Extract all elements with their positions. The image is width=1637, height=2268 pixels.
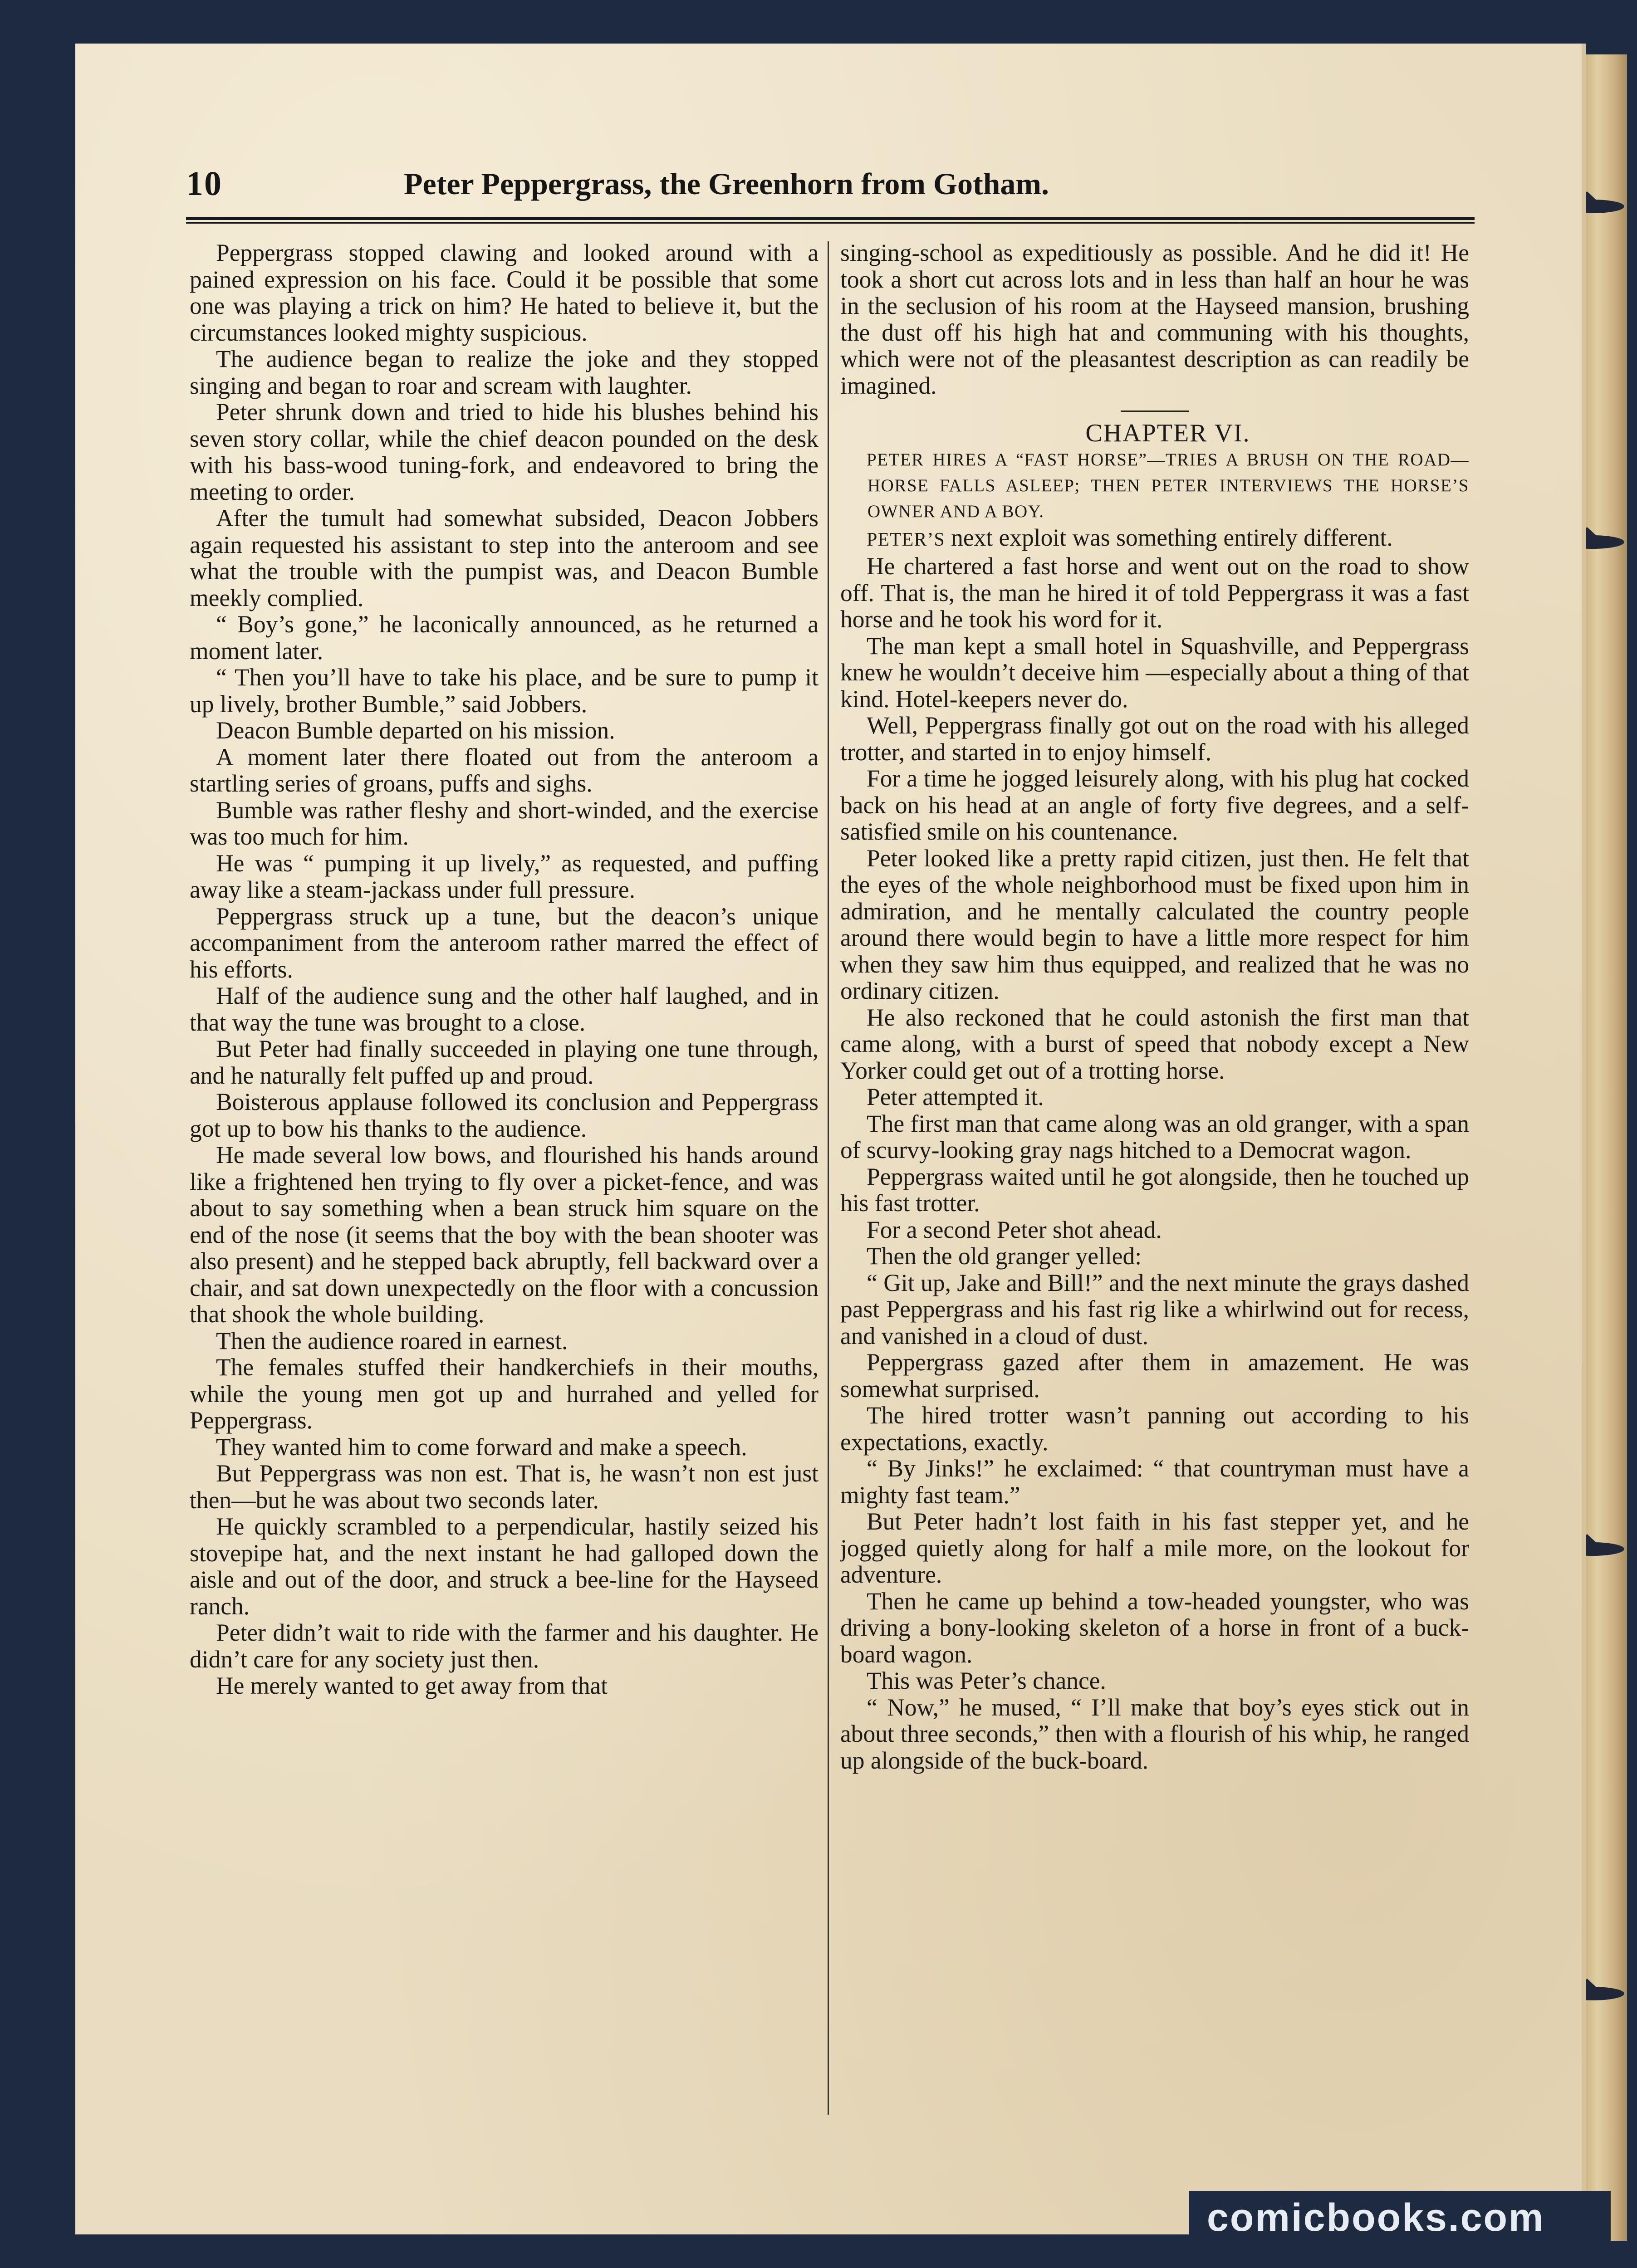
paragraph: singing-school as expeditiously as possible. And he did it! He took a short cut across lots and in less than half an hour he was in the seclusion of his room at the Hayseed mansion, brushing the dust off his high hat and communing with his thoughts, which were not of the pleasantest description as can readily be imagined. <box>840 240 1469 399</box>
header-rule <box>186 217 1475 224</box>
chapter-summary-first: PETER HIRES A “FAST HORSE”—TRIES A <box>867 450 1239 469</box>
paragraph: But Peter had finally succeeded in playing one tune through, and he naturally felt puffed up and proud. <box>190 1035 818 1089</box>
opening-paragraph <box>840 524 1469 553</box>
chapter-summary <box>840 447 1469 524</box>
right-column <box>840 240 1469 2131</box>
paragraph: “ Then you’ll have to take his place, and be sure to pump it up lively, brother Bumble,” said Jobbers. <box>190 664 818 718</box>
paragraph: But Peter hadn’t lost faith in his fast stepper yet, and he jogged quietly along for half a mile more, on the lookout for adventure. <box>840 1508 1469 1588</box>
paragraph: But Peppergrass was non est. That is, he wasn’t non est just then—but he was about two seconds later. <box>190 1460 818 1514</box>
paragraph: “ Git up, Jake and Bill!” and the next minute the grays dashed past Peppergrass and his fast rig like a whirlwind out for recess, and vanished in a cloud of dust. <box>840 1269 1469 1349</box>
left-column <box>190 240 818 2131</box>
paragraph: He was “ pumping it up lively,” as requested, and puffing away like a steam-jackass under full pressure. <box>190 849 818 903</box>
book-spine <box>1582 54 1627 2241</box>
paragraph: Boisterous applause followed its conclusion and Peppergrass got up to bow his thanks to the audience. <box>190 1088 818 1142</box>
paragraph: He chartered a fast horse and went out on the road to show off. That is, the man he hired it of told Peppergrass it was a fast horse and he took his word for it. <box>840 552 1469 633</box>
opening-rest: next exploit was something entirely different. <box>945 523 1393 551</box>
paragraph: Peppergrass stopped clawing and looked around with a pained expression on his face. Could it be possible that some one was playing a trick on him? He hated to believe it, but the circumstances looked mighty suspicious. <box>190 240 818 346</box>
page-number: 10 <box>186 165 222 203</box>
paragraph: The audience began to realize the joke and they stopped singing and began to roar and scream with laughter. <box>190 345 818 399</box>
paragraph: The first man that came along was an old granger, with a span of scurvy-looking gray nags hitched to a Democrat wagon. <box>840 1110 1469 1163</box>
opening-smallcap: PETER’S <box>867 529 945 550</box>
paragraph: He made several low bows, and flourished his hands around like a frightened hen trying to fly over a picket-fence, and was about to say something when a bean struck him square on the end of the nose (it seems that the boy with the bean shooter was also present) and he stepped back abruptly, fell backward over a chair, and sat down unexpectedly on the floor with a concussion that shook the whole building. <box>190 1141 818 1328</box>
paragraph: For a time he jogged leisurely along, with his plug hat cocked back on his head at an angle of forty five degrees, and a self-satisfied smile on his countenance. <box>840 765 1469 845</box>
chapter-title: CHAPTER VI. <box>1085 419 1250 447</box>
paragraph: Peter shrunk down and tried to hide his blushes behind his seven story collar, while the chief deacon pounded on the desk with his bass-wood tuning-fork, and endeavored to bring the meeting to order. <box>190 398 818 505</box>
chapter-rule <box>1121 411 1189 412</box>
paragraph: They wanted him to come forward and make a speech. <box>216 1433 747 1461</box>
paragraph: He also reckoned that he could astonish the first man that came along, with a burst of speed that nobody except a New Yorker could get out of a trotting horse. <box>840 1003 1469 1084</box>
running-title: Peter Peppergrass, the Greenhorn from Gotham. <box>404 166 1049 201</box>
paragraph: The females stuffed their handkerchiefs in their mouths, while the young men got up and hurrahed and yelled for Peppergrass. <box>190 1354 818 1434</box>
page-header <box>186 164 1266 214</box>
paragraph: He merely wanted to get away from that <box>216 1672 608 1699</box>
paragraph: “ Boy’s gone,” he laconically announced, as he returned a moment later. <box>190 611 818 665</box>
paragraph: Half of the audience sung and the other half laughed, and in that way the tune was brought to a close. <box>190 982 818 1036</box>
paragraph: Peppergrass waited until he got alongside, then he touched up his fast trotter. <box>840 1163 1469 1217</box>
paragraph: Peter didn’t wait to ride with the farmer and his daughter. He didn’t care for any society just then. <box>190 1619 818 1673</box>
paragraph: Bumble was rather fleshy and short-winded, and the exercise was too much for him. <box>190 796 818 850</box>
paragraph: The hired trotter wasn’t panning out according to his expectations, exactly. <box>840 1402 1469 1456</box>
paragraph: A moment later there floated out from the anteroom a startling series of groans, puffs and sighs. <box>190 743 818 797</box>
paragraph: Well, Peppergrass finally got out on the road with his alleged trotter, and started in to enjoy himself. <box>840 712 1469 766</box>
paragraph: The man kept a small hotel in Squashville, and Peppergrass knew he wouldn’t deceive him —especially about a thing of that kind. Hotel-keepers never do. <box>840 632 1469 713</box>
paragraph: Then the audience roared in earnest. <box>216 1327 568 1354</box>
chapter-summary-rest: BRUSH ON THE ROAD—HORSE FALLS ASLEEP; THEN PETER INTERVIEWS THE HORSE’S OWNER AND A BOY. <box>868 450 1469 521</box>
paragraph: This was Peter’s chance. <box>867 1667 1106 1694</box>
paragraph: “ Now,” he mused, “ I’ll make that boy’s eyes stick out in about three seconds,” then with a flourish of his whip, he ranged up alongside of the buck-board. <box>840 1693 1469 1774</box>
watermark: comicbooks.com <box>1207 2196 1545 2239</box>
paragraph: Peter attempted it. <box>867 1083 1044 1110</box>
paragraph: Peppergrass gazed after them in amazement. He was somewhat surprised. <box>840 1349 1469 1403</box>
paragraph: For a second Peter shot ahead. <box>867 1216 1162 1243</box>
paragraph: Deacon Bumble departed on his mission. <box>216 717 615 744</box>
paragraph: Then he came up behind a tow-headed youngster, who was driving a bony-looking skeleton of a horse in front of a buck-board wagon. <box>840 1587 1469 1668</box>
paragraph: He quickly scrambled to a perpendicular, hastily seized his stovepipe hat, and the next instant he had galloped down the aisle and out of the door, and struck a bee-line for the Hayseed ranch. <box>190 1513 818 1620</box>
column-divider <box>828 241 829 2115</box>
paragraph: Peppergrass struck up a tune, but the deacon’s unique accompaniment from the anteroom rather marred the effect of his efforts. <box>190 902 818 983</box>
paragraph: Then the old granger yelled: <box>867 1242 1142 1270</box>
paragraph: “ By Jinks!” he exclaimed: “ that countryman must have a mighty fast team.” <box>840 1455 1469 1509</box>
paragraph: After the tumult had somewhat subsided, Deacon Jobbers again requested his assistant to step into the anteroom and see what the trouble with the pumpist was, and Deacon Bumble meekly complied. <box>190 504 818 611</box>
paragraph: Peter looked like a pretty rapid citizen, just then. He felt that the eyes of the whole neighborhood must be fixed upon him in admiration, and he mentally calculated the country people around there would begin to have a little more respect for him when they saw him thus equipped, and realized that he was no ordinary citizen. <box>840 844 1469 1004</box>
